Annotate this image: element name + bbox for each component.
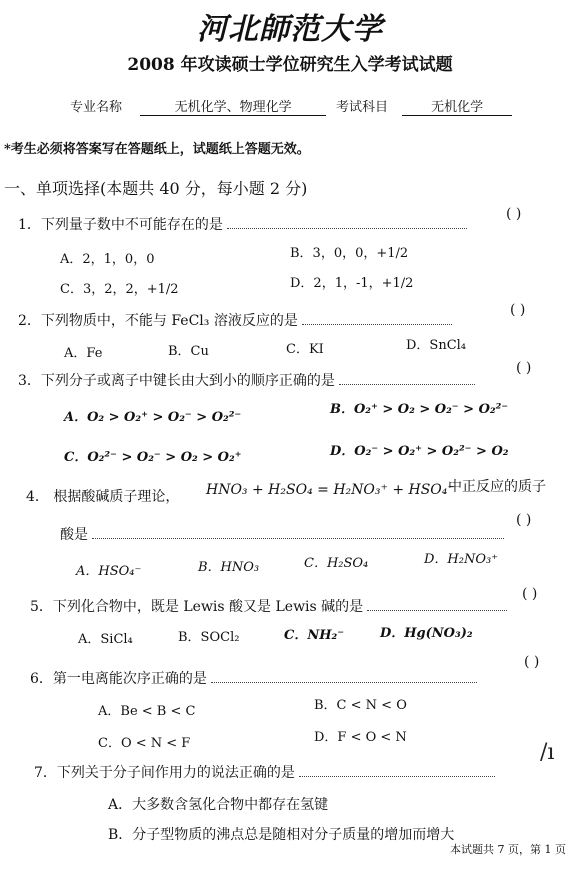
q5-option-c: C．NH₂⁻ xyxy=(284,628,345,643)
answer-paren-6: ( ) xyxy=(524,654,540,670)
q1-option-c: C．3，2，2，+1/2 xyxy=(60,282,179,297)
q6-option-d: D．F < O < N xyxy=(314,730,407,745)
q7-option-a: A．大多数含氢化合物中都存在氢键 xyxy=(108,797,329,813)
answer-paren-5: ( ) xyxy=(522,586,538,602)
section-heading: 一、单项选择(本题共 40 分，每小题 2 分) xyxy=(4,179,308,198)
dotted-leader xyxy=(367,602,507,611)
question-7-stem: 7．下列关于分子间作用力的说法正确的是 xyxy=(34,762,499,782)
q7-option-b: B．分子型物质的沸点总是随相对分子质量的增加而增大 xyxy=(108,827,455,843)
q6-option-c: C．O < N < F xyxy=(98,736,191,751)
question-3-stem: 3．下列分子或离子中键长由大到小的顺序正确的是 xyxy=(18,370,479,390)
question-2-stem: 2．下列物质中，不能与 FeCl₃ 溶液反应的是 xyxy=(18,310,456,330)
q4-equation: HNO₃ + H₂SO₄ = H₂NO₃⁺ + HSO₄⁻ xyxy=(206,482,455,498)
q2-option-b: B．Cu xyxy=(168,344,209,359)
q2-option-d: D．SnCl₄ xyxy=(406,338,467,353)
question-4-stem-line2: 酸是 xyxy=(60,524,508,544)
dotted-leader xyxy=(92,530,504,539)
exam-title: 2008 年攻读硕士学位研究生入学考试试题 xyxy=(127,55,453,75)
answer-paren-3: ( ) xyxy=(516,360,532,376)
q3-option-c: C．O₂²⁻ > O₂⁻ > O₂ > O₂⁺ xyxy=(64,450,242,465)
q6-option-b: B．C < N < O xyxy=(314,698,407,713)
question-6-stem: 6．第一电离能次序正确的是 xyxy=(30,668,481,688)
subject-label: 考试科目 xyxy=(336,100,389,115)
q1-option-a: A．2，1，0，0 xyxy=(60,252,155,267)
university-logo: 河北師范大学 xyxy=(197,12,383,47)
question-4-stem: 4． 根据酸碱质子理论， xyxy=(26,489,180,505)
q3-option-b: B．O₂⁺ > O₂ > O₂⁻ > O₂²⁻ xyxy=(330,402,509,417)
dotted-leader xyxy=(299,768,495,777)
dotted-leader xyxy=(227,220,467,229)
subject-field xyxy=(336,96,512,116)
major-value: 无机化学、物理化学 xyxy=(140,96,326,116)
question-1-stem: 1．下列量子数中不可能存在的是 xyxy=(18,214,471,234)
q4-option-d: D．H₂NO₃⁺ xyxy=(424,552,499,567)
answer-paren-1: ( ) xyxy=(506,206,522,222)
q3-option-d: D．O₂⁻ > O₂⁺ > O₂²⁻ > O₂ xyxy=(330,444,509,459)
answer-paren-2: ( ) xyxy=(510,302,526,318)
dotted-leader xyxy=(339,376,475,385)
q4-option-b: B．HNO₃ xyxy=(198,560,260,575)
q5-option-d: D．Hg(NO₃)₂ xyxy=(380,626,473,641)
answer-paren-4: ( ) xyxy=(516,512,532,528)
major-label: 专业名称 xyxy=(70,100,123,115)
dotted-leader xyxy=(211,674,477,683)
q5-option-a: A．SiCl₄ xyxy=(78,632,133,647)
major-field xyxy=(70,96,326,116)
notice: *考生必须将答案写在答题纸上，试题纸上答题无效。 xyxy=(4,142,310,157)
q4-option-a: A．HSO₄⁻ xyxy=(76,564,142,579)
dotted-leader xyxy=(302,316,452,325)
q4-option-c: C．H₂SO₄ xyxy=(304,556,369,571)
q3-option-a: A．O₂ > O₂⁺ > O₂⁻ > O₂²⁻ xyxy=(64,410,242,425)
question-4-stem-tail: 中正反应的质子 xyxy=(448,479,546,495)
q2-option-a: A．Fe xyxy=(64,346,103,361)
q2-option-c: C．KI xyxy=(286,342,324,357)
page-footer: 本试题共 7 页，第 1 页 xyxy=(450,843,566,856)
q1-option-b: B．3，0，0，+1/2 xyxy=(290,246,409,261)
q5-option-b: B．SOCl₂ xyxy=(178,630,240,645)
subject-value: 无机化学 xyxy=(402,96,512,116)
q6-option-a: A．Be < B < C xyxy=(98,704,196,719)
question-5-stem: 5．下列化合物中，既是 Lewis 酸又是 Lewis 碱的是 xyxy=(30,596,511,616)
q1-option-d: D．2，1，-1，+1/2 xyxy=(290,276,414,291)
handwritten-mark: /ı xyxy=(540,740,555,765)
